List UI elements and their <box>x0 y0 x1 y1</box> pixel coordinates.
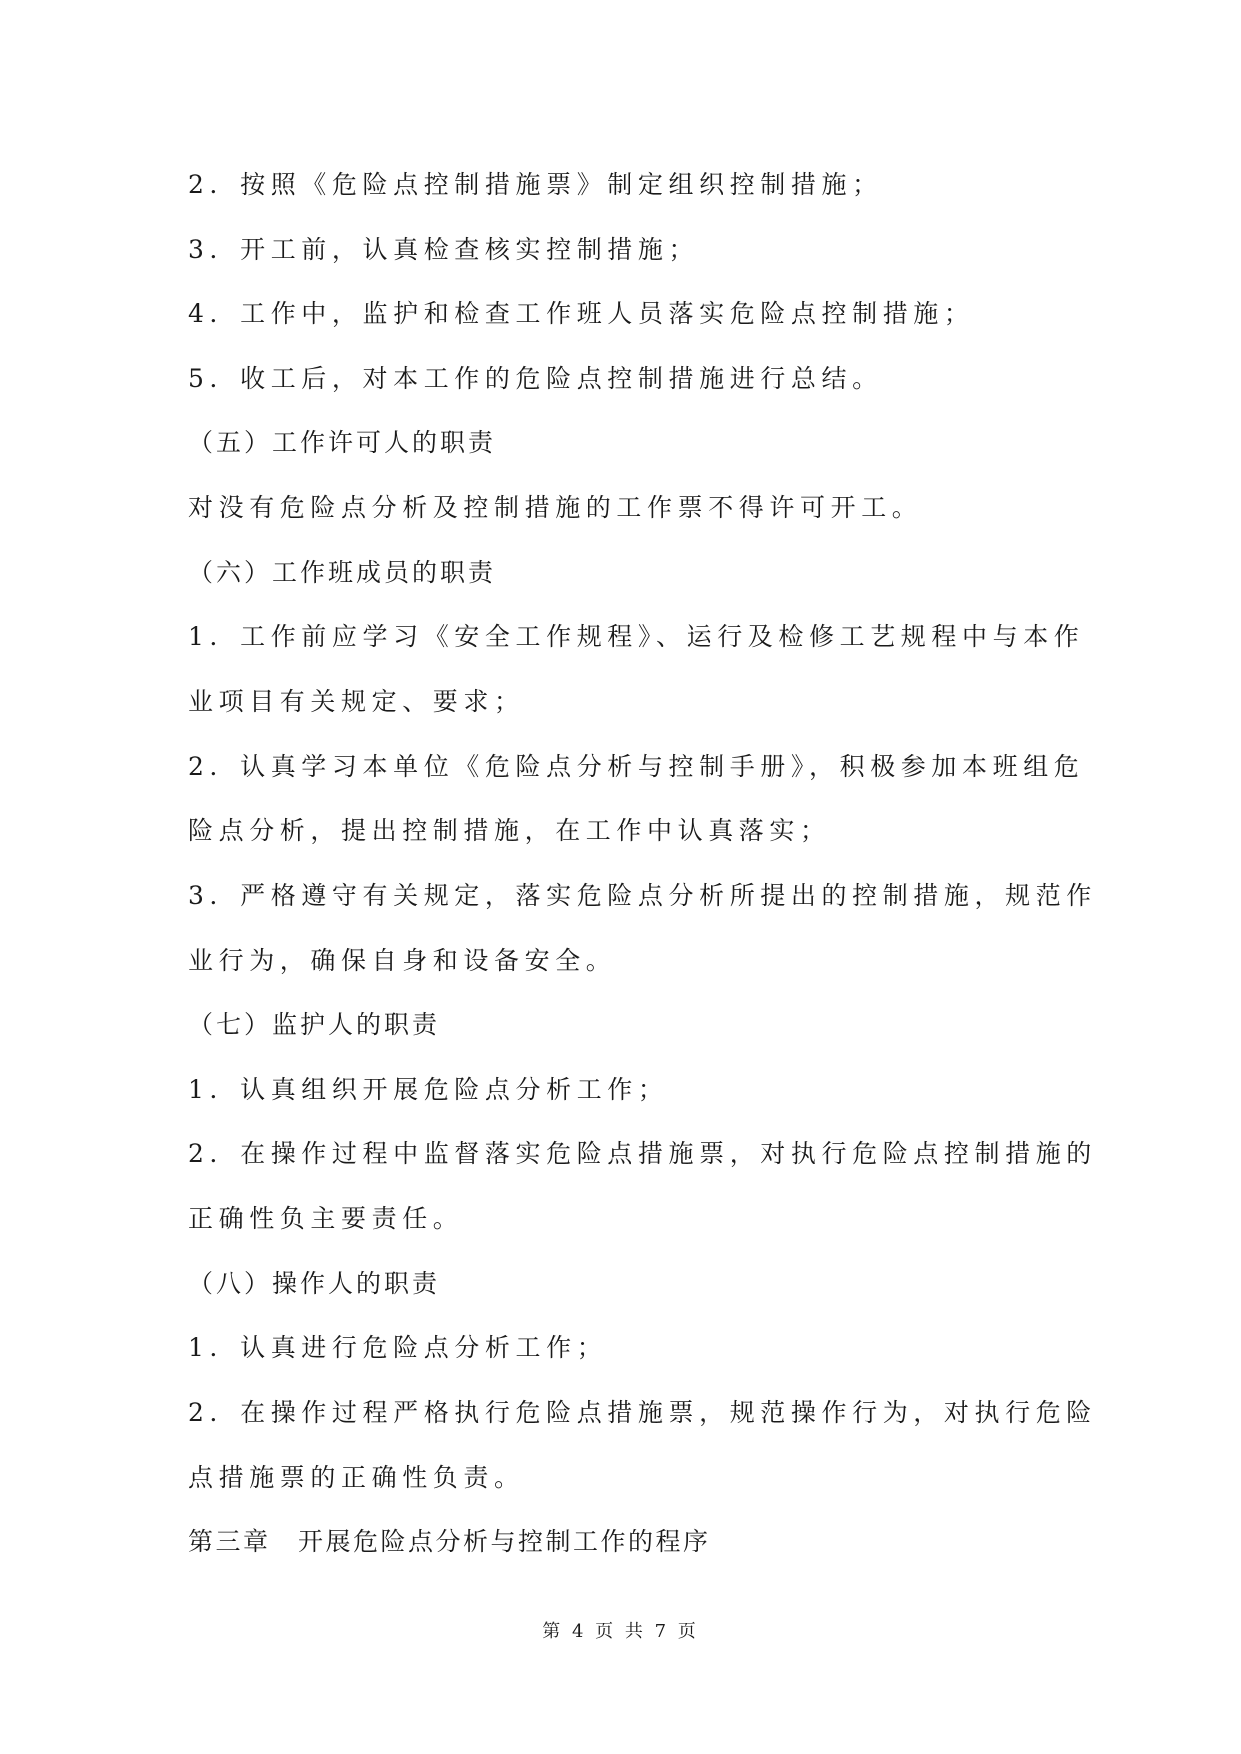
chapter-heading: 第三章 开展危险点分析与控制工作的程序 <box>188 1527 711 1556</box>
text-line-17: 正确性负主要责任。 <box>188 1204 464 1233</box>
section-heading-6: （六）工作班成员的职责 <box>188 558 497 587</box>
text-line-21: 点措施票的正确性负责。 <box>188 1463 525 1492</box>
text-line-4: 5．收工后，对本工作的危险点控制措施进行总结。 <box>188 364 883 393</box>
text-line-2: 3．开工前，认真检查核实控制措施； <box>188 235 700 264</box>
text-line-1: 2．按照《危险点控制措施票》制定组织控制措施； <box>188 170 883 199</box>
text-line-13: 业行为，确保自身和设备安全。 <box>188 946 617 975</box>
text-line-3: 4．工作中，监护和检查工作班人员落实危险点控制措施； <box>188 299 975 328</box>
text-line-9: 业项目有关规定、要求； <box>188 687 525 716</box>
section-heading-8: （八）操作人的职责 <box>188 1269 441 1298</box>
text-line-20: 2．在操作过程严格执行危险点措施票，规范操作行为，对执行危险 <box>188 1398 1097 1427</box>
text-line-19: 1．认真进行危险点分析工作； <box>188 1333 608 1362</box>
text-line-6: 对没有危险点分析及控制措施的工作票不得许可开工。 <box>188 493 923 522</box>
section-heading-7: （七）监护人的职责 <box>188 1010 441 1039</box>
text-line-15: 1．认真组织开展危险点分析工作； <box>188 1075 669 1104</box>
page-number-footer: 第 4 页 共 7 页 <box>542 1621 699 1642</box>
text-line-16: 2．在操作过程中监督落实危险点措施票，对执行危险点控制措施的 <box>188 1139 1097 1168</box>
text-line-8: 1．工作前应学习《安全工作规程》、运行及检修工艺规程中与本作 <box>188 622 1085 651</box>
section-heading-5: （五）工作许可人的职责 <box>188 428 497 457</box>
text-line-11: 险点分析，提出控制措施，在工作中认真落实； <box>188 816 831 845</box>
text-line-10: 2．认真学习本单位《危险点分析与控制手册》，积极参加本班组危 <box>188 752 1085 781</box>
text-line-12: 3．严格遵守有关规定，落实危险点分析所提出的控制措施，规范作 <box>188 881 1097 910</box>
